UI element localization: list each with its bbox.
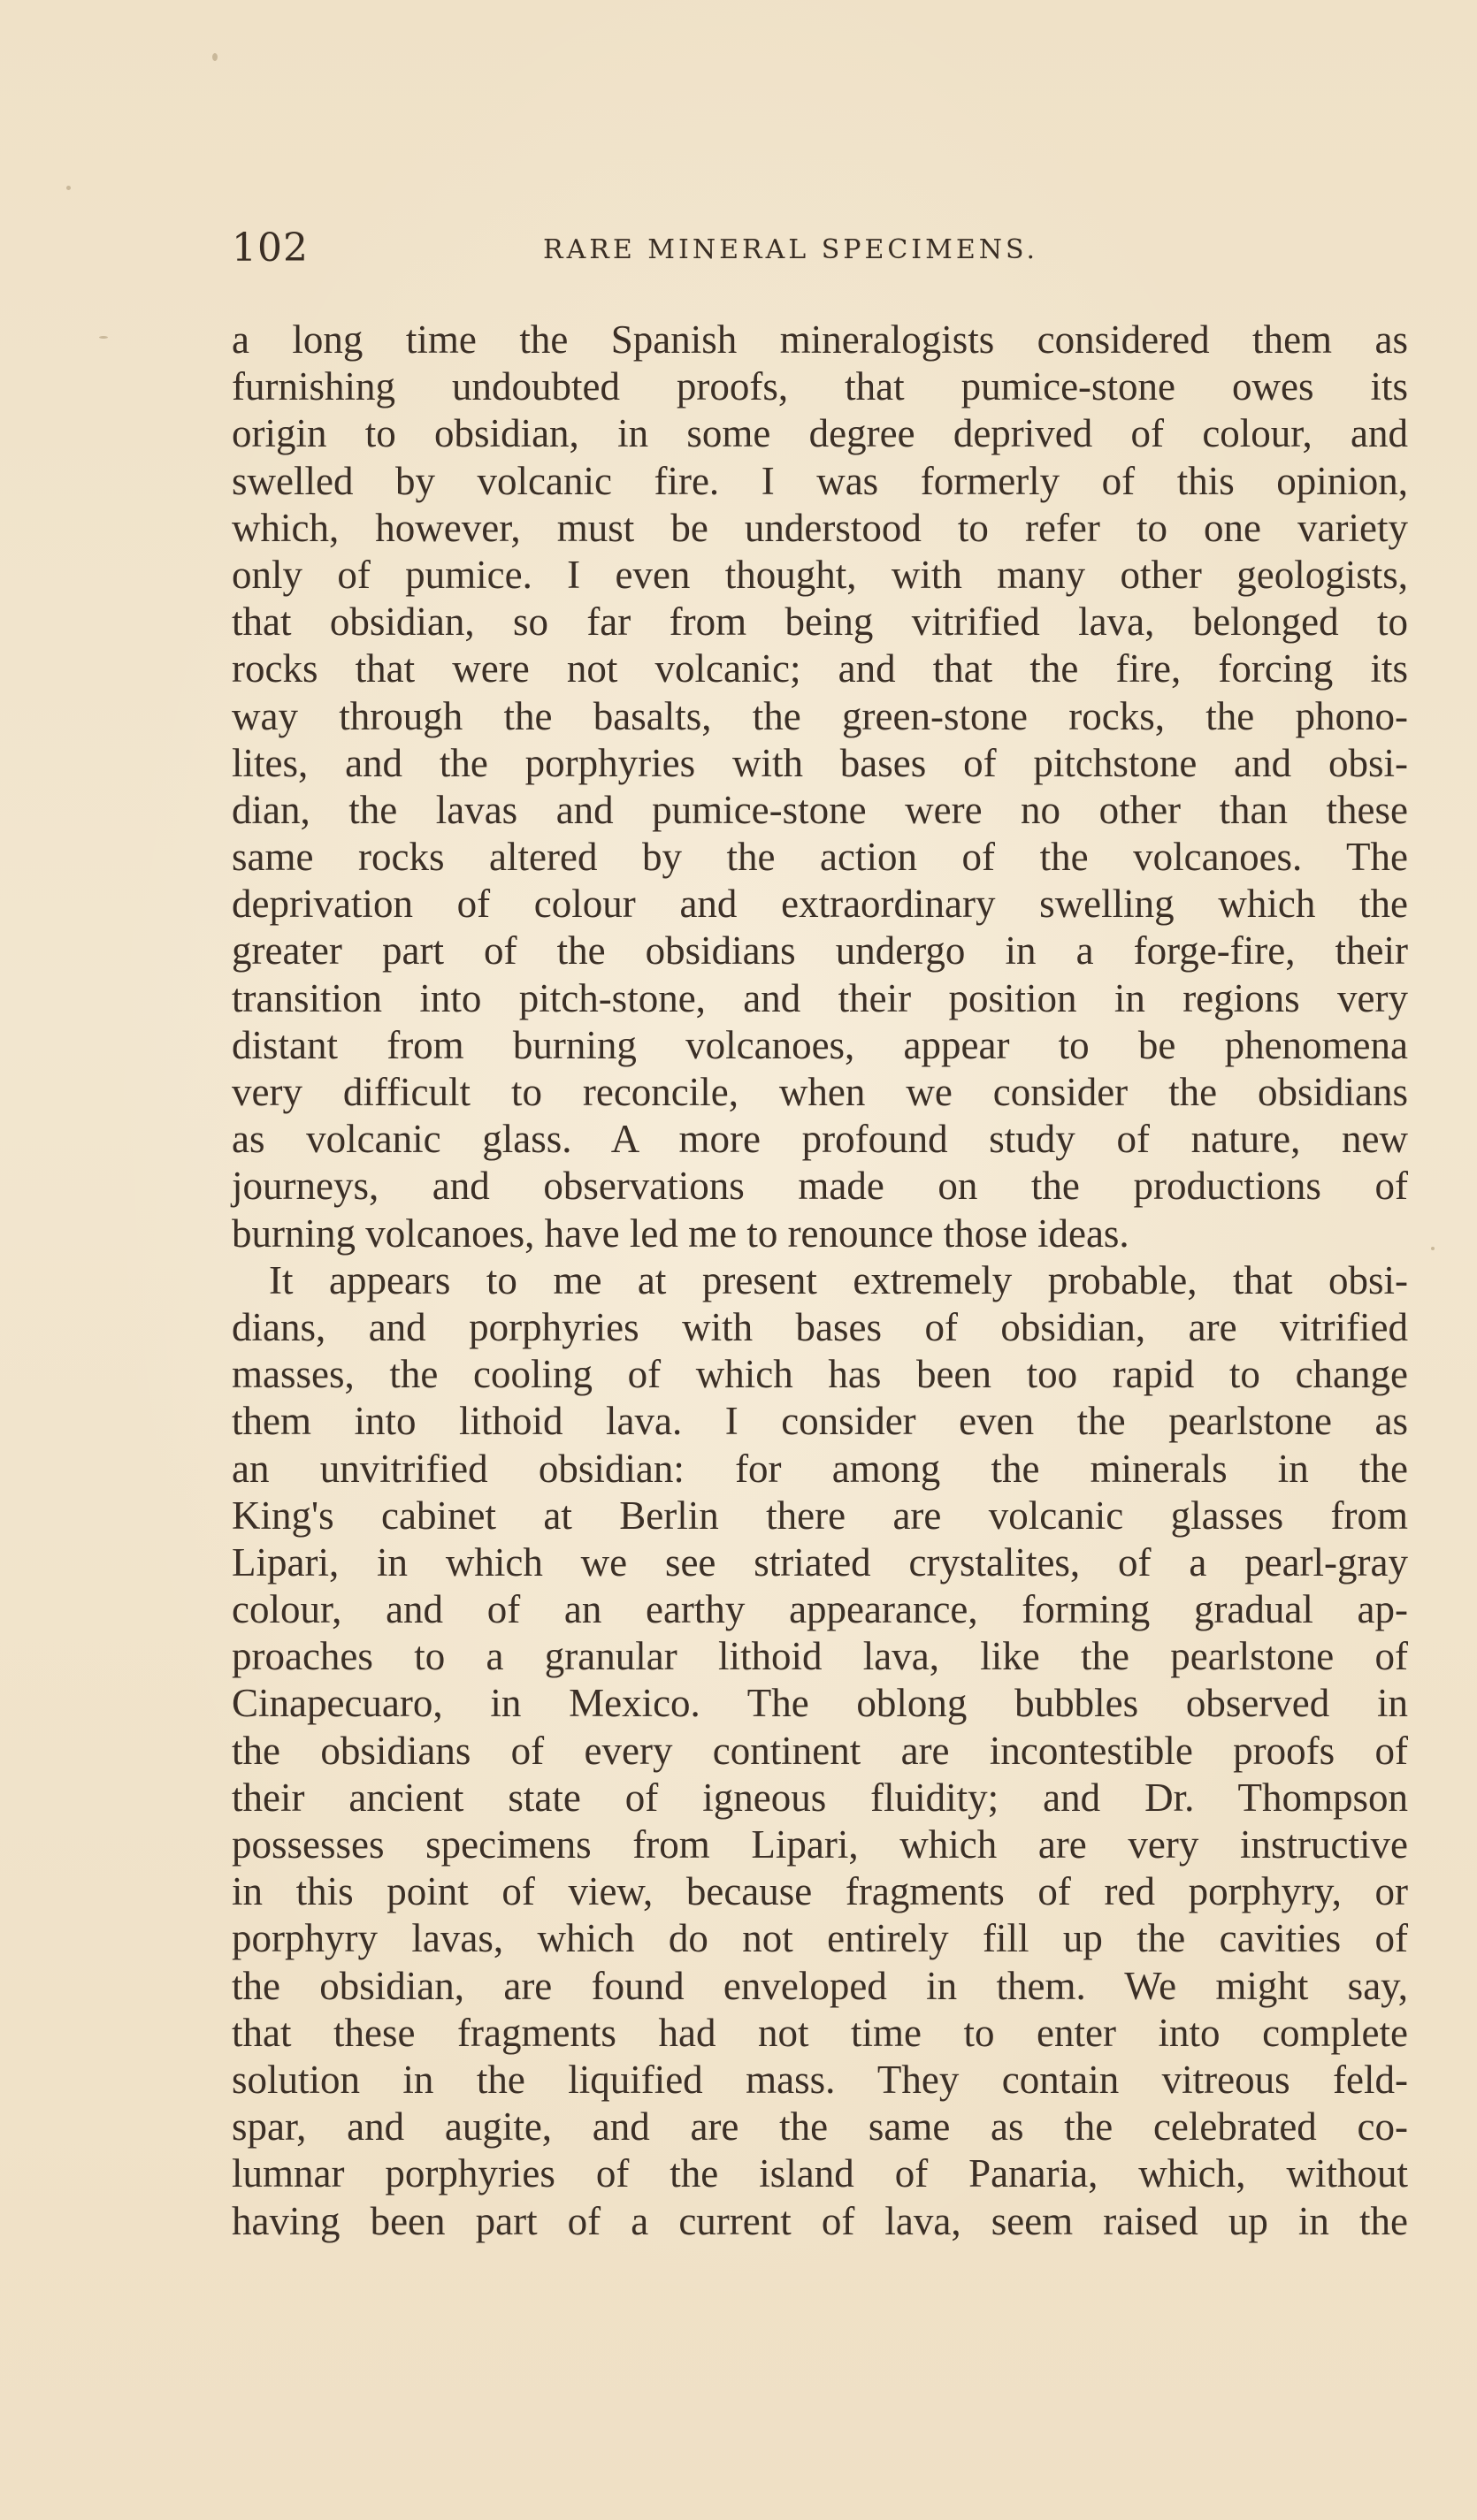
running-head: RARE MINERAL SPECIMENS.	[543, 234, 1039, 265]
text-line: dians, and porphyries with bases of obsidian, are vitrified	[232, 1304, 1408, 1349]
text-line: Lipari, in which we see striated crystalites, of a pearl-gray	[232, 1539, 1408, 1585]
text-line: possesses specimens from Lipari, which are very instructive	[232, 1822, 1408, 1867]
page-header	[232, 225, 1408, 279]
paper-speck	[99, 336, 108, 339]
text-line: porphyry lavas, which do not entirely fill up the cavities of	[232, 1916, 1408, 1961]
paper-speck	[212, 53, 218, 61]
text-line: proaches to a granular lithoid lava, like the pearlstone of	[232, 1634, 1408, 1679]
text-line: them into lithoid lava. I consider even the pearlstone as	[232, 1399, 1408, 1444]
text-line: an unvitrified obsidian: for among the minerals in the	[232, 1446, 1408, 1491]
text-line: that obsidian, so far from being vitrified lava, belonged to	[232, 599, 1408, 645]
text-line: in this point of view, because fragments of red porphyry, or	[232, 1869, 1408, 1914]
text-line: origin to obsidian, in some degree deprived of colour, and	[232, 411, 1408, 456]
text-line: having been part of a current of lava, seem raised up in the	[232, 2198, 1408, 2243]
text-line: swelled by volcanic fire. I was formerly of this opinion,	[232, 458, 1408, 503]
page-number: 102	[232, 225, 309, 271]
text-line: King's cabinet at Berlin there are volcanic glasses from	[232, 1493, 1408, 1538]
text-line: as volcanic glass. A more profound study of nature, new	[232, 1117, 1408, 1162]
text-line: way through the basalts, the green-stone rocks, the phono-	[232, 693, 1408, 738]
text-line: greater part of the obsidians undergo in a forge-fire, their	[232, 928, 1408, 974]
text-line: colour, and of an earthy appearance, forming gradual ap-	[232, 1587, 1408, 1632]
text-line: that these fragments had not time to enter into complete	[232, 2010, 1408, 2055]
text-line: the obsidians of every continent are incontestible proofs of	[232, 1728, 1408, 1773]
text-line: the obsidian, are found enveloped in them. We might say,	[232, 1963, 1408, 2008]
text-line: burning volcanoes, have led me to renounce those ideas.	[232, 1210, 1129, 1256]
text-line: masses, the cooling of which has been too rapid to change	[232, 1352, 1408, 1397]
text-line: lites, and the porphyries with bases of pitchstone and obsi-	[232, 740, 1408, 785]
text-line: rocks that were not volcanic; and that the fire, forcing its	[232, 646, 1408, 691]
text-line: their ancient state of igneous fluidity; and Dr. Thompson	[232, 1775, 1408, 1820]
text-line: distant from burning volcanoes, appear to be phenomena	[232, 1022, 1408, 1067]
text-line: same rocks altered by the action of the volcanoes. The	[232, 835, 1408, 880]
text-line: a long time the Spanish mineralogists considered them as	[232, 317, 1408, 362]
text-line: which, however, must be understood to refer to one variety	[232, 505, 1408, 550]
text-line: deprivation of colour and extraordinary swelling which the	[232, 882, 1408, 927]
text-line: spar, and augite, and are the same as the celebrated co-	[232, 2104, 1408, 2150]
paper-speck	[66, 186, 71, 190]
text-line: lumnar porphyries of the island of Panaria, which, without	[232, 2151, 1408, 2196]
text-line: furnishing undoubted proofs, that pumice-stone owes its	[232, 364, 1408, 409]
text-line: dian, the lavas and pumice-stone were no other than these	[232, 787, 1408, 832]
text-line: only of pumice. I even thought, with many other geologists,	[232, 552, 1408, 597]
text-line: transition into pitch-stone, and their position in regions very	[232, 975, 1408, 1020]
paper-speck	[1431, 1247, 1435, 1250]
text-line: It appears to me at present extremely probable, that obsi-	[269, 1257, 1408, 1302]
text-line: solution in the liquified mass. They contain vitreous feld-	[232, 2057, 1408, 2102]
text-line: Cinapecuaro, in Mexico. The oblong bubbles observed in	[232, 1681, 1408, 1726]
text-line: very difficult to reconcile, when we consider the obsidians	[232, 1070, 1408, 1114]
body-text	[232, 317, 1408, 2245]
text-line: journeys, and observations made on the productions of	[232, 1164, 1408, 1209]
